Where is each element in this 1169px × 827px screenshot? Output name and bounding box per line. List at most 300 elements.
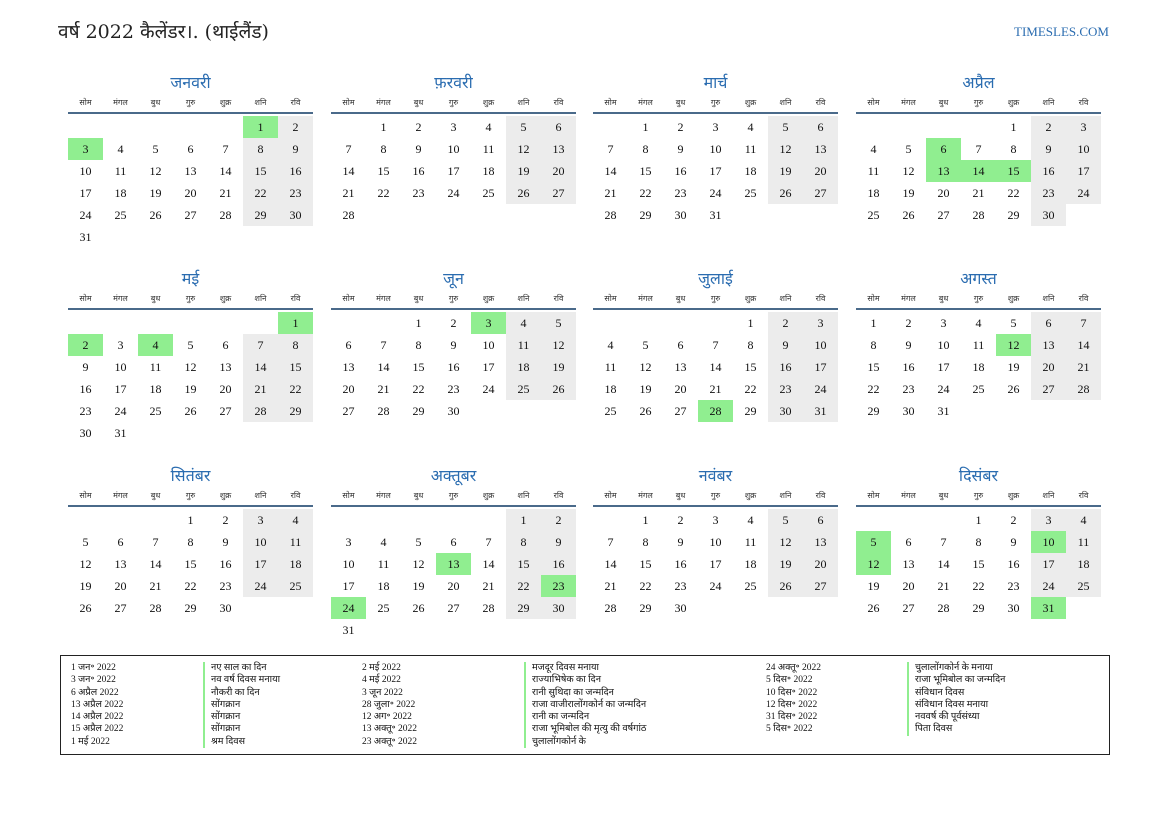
weekday-label: सोम	[604, 491, 617, 500]
day-cell: 15	[278, 356, 313, 378]
empty-cell	[401, 509, 436, 531]
day-cell: 14	[219, 164, 232, 178]
month-name: अप्रैल	[962, 73, 995, 92]
day-cell: 19	[149, 186, 162, 200]
month-name: दिसंबर	[958, 466, 999, 485]
day-cell: 29	[867, 404, 880, 418]
day-grid	[593, 312, 838, 422]
day-cell: 12	[412, 557, 425, 571]
day-cell: 6	[677, 338, 684, 352]
legend-holiday-name: सोंगक्रान	[203, 711, 280, 723]
day-cell: 3	[1031, 509, 1066, 531]
day-cell: 11	[278, 531, 313, 553]
day-cell: 21	[604, 579, 617, 593]
day-cell: 22	[639, 186, 652, 200]
legend-date: 31 दिस॰ 2022	[766, 712, 818, 723]
weekday-label: गुरु	[448, 491, 459, 500]
legend-date: 23 अक्तू॰ 2022	[362, 736, 418, 747]
month-block	[856, 465, 1101, 619]
legend-holiday-name: नए साल का दिन	[203, 662, 280, 674]
day-cell: 20	[803, 553, 838, 575]
weekday-label: बुध	[675, 98, 686, 107]
day-cell: 19	[541, 356, 576, 378]
day-cell: 26	[768, 182, 803, 204]
day-cell: 18	[377, 579, 390, 593]
day-cell: 5	[152, 142, 159, 156]
month-block	[593, 465, 838, 619]
day-cell: 3	[803, 312, 838, 334]
day-cell: 27	[184, 208, 197, 222]
day-cell: 27	[937, 208, 950, 222]
day-cell: 20	[342, 382, 355, 396]
day-cell: 23	[219, 579, 232, 593]
day-cell: 20	[219, 382, 232, 396]
day-cell: 21	[604, 186, 617, 200]
day-cell: 1	[870, 316, 877, 330]
day-cell: 11	[482, 142, 495, 156]
day-cell: 21	[243, 378, 278, 400]
empty-cell	[926, 116, 961, 138]
weekday-label: रवि	[290, 294, 301, 303]
day-cell: 28	[219, 208, 232, 222]
weekday-label: सोम	[867, 294, 880, 303]
weekday-label: मंगल	[376, 98, 391, 107]
day-cell: 6	[222, 338, 229, 352]
day-cell: 26	[79, 601, 92, 615]
day-cell: 2	[905, 316, 912, 330]
day-cell: 14	[604, 164, 617, 178]
legend-date: 4 मई 2022	[362, 675, 401, 686]
legend-holiday-name: राजा भूमिबोल की मृत्यु की वर्षगांठ	[524, 723, 646, 735]
month-name: जनवरी	[170, 73, 211, 92]
weekday-label: शनि	[779, 491, 792, 500]
month-block	[68, 465, 313, 619]
weekday-label: गुरु	[973, 491, 984, 500]
weekday-label: गुरु	[973, 294, 984, 303]
legend-date: 6 अप्रैल 2022	[71, 687, 119, 698]
day-cell: 8	[870, 338, 877, 352]
day-cell: 15	[377, 164, 390, 178]
day-cell: 23	[1031, 182, 1066, 204]
day-cell: 2	[1031, 116, 1066, 138]
day-cell: 5	[415, 535, 422, 549]
day-cell: 18	[149, 382, 162, 396]
day-cell: 16	[278, 160, 313, 182]
holiday-cell: 3	[471, 312, 506, 334]
holiday-cell: 4	[138, 334, 173, 356]
day-cell: 15	[867, 360, 880, 374]
day-cell: 22	[639, 579, 652, 593]
weekday-label: शनि	[1042, 98, 1055, 107]
day-grid	[331, 116, 576, 226]
weekday-label: मंगल	[901, 491, 916, 500]
day-cell: 4	[975, 316, 982, 330]
weekday-header	[68, 96, 313, 114]
day-cell: 13	[674, 360, 687, 374]
empty-cell	[366, 509, 401, 531]
day-cell: 17	[342, 579, 355, 593]
weekday-label: शुक्र	[744, 98, 757, 107]
legend-holiday-name: श्रम दिवस	[203, 736, 280, 748]
day-cell: 9	[1010, 535, 1017, 549]
day-cell: 8	[747, 338, 754, 352]
day-cell: 1	[380, 120, 387, 134]
weekday-label: सोम	[867, 98, 880, 107]
month-block	[593, 72, 838, 226]
day-cell: 17	[114, 382, 127, 396]
day-cell: 10	[1066, 138, 1101, 160]
day-cell: 4	[117, 142, 124, 156]
weekday-label: मंगल	[638, 491, 653, 500]
month-name: जुलाई	[698, 269, 733, 288]
day-cell: 21	[482, 579, 495, 593]
day-cell: 7	[712, 338, 719, 352]
weekday-label: शुक्र	[219, 491, 232, 500]
day-cell: 30	[278, 204, 313, 226]
weekday-label: रवि	[815, 294, 826, 303]
day-cell: 10	[447, 142, 460, 156]
day-cell: 6	[450, 535, 457, 549]
day-cell: 31	[114, 426, 127, 440]
day-cell: 18	[604, 382, 617, 396]
day-cell: 29	[639, 208, 652, 222]
day-grid	[331, 509, 576, 641]
day-cell: 10	[243, 531, 278, 553]
day-cell: 8	[187, 535, 194, 549]
day-cell: 30	[674, 208, 687, 222]
day-cell: 29	[243, 204, 278, 226]
day-cell: 31	[79, 230, 92, 244]
day-cell: 27	[447, 601, 460, 615]
day-cell: 30	[768, 400, 803, 422]
day-cell: 17	[803, 356, 838, 378]
day-cell: 14	[604, 557, 617, 571]
weekday-header	[856, 96, 1101, 114]
empty-cell	[856, 116, 891, 138]
day-cell: 10	[114, 360, 127, 374]
day-cell: 6	[803, 509, 838, 531]
day-cell: 9	[677, 142, 684, 156]
day-cell: 17	[482, 360, 495, 374]
day-cell: 8	[975, 535, 982, 549]
weekday-label: रवि	[553, 294, 564, 303]
day-cell: 23	[278, 182, 313, 204]
empty-cell	[138, 116, 173, 138]
holiday-cell: 31	[1031, 597, 1066, 619]
day-grid	[68, 116, 313, 248]
month-block	[331, 268, 576, 422]
weekday-header	[593, 292, 838, 310]
day-cell: 6	[345, 338, 352, 352]
day-cell: 9	[450, 338, 457, 352]
month-block	[68, 72, 313, 248]
holiday-cell: 3	[68, 138, 103, 160]
weekday-label: बुध	[413, 294, 424, 303]
day-cell: 3	[450, 120, 457, 134]
day-cell: 4	[747, 513, 754, 527]
legend-date: 13 अक्तू॰ 2022	[362, 724, 418, 735]
day-cell: 20	[902, 579, 915, 593]
day-cell: 24	[1066, 182, 1101, 204]
weekday-label: सोम	[342, 98, 355, 107]
weekday-label: मंगल	[376, 491, 391, 500]
weekday-label: बुध	[150, 491, 161, 500]
day-cell: 13	[114, 557, 127, 571]
empty-cell	[138, 312, 173, 334]
weekday-label: शनि	[779, 294, 792, 303]
weekday-label: शनि	[517, 294, 530, 303]
day-cell: 30	[447, 404, 460, 418]
day-cell: 8	[243, 138, 278, 160]
day-cell: 25	[149, 404, 162, 418]
day-cell: 3	[345, 535, 352, 549]
weekday-label: सोम	[604, 294, 617, 303]
empty-cell	[243, 312, 278, 334]
weekday-label: शुक्र	[1007, 98, 1020, 107]
day-cell: 26	[506, 182, 541, 204]
day-cell: 19	[867, 579, 880, 593]
empty-cell	[208, 116, 243, 138]
weekday-label: सोम	[867, 491, 880, 500]
empty-cell	[68, 116, 103, 138]
legend-date: 5 दिस॰ 2022	[766, 675, 813, 686]
day-cell: 7	[940, 535, 947, 549]
day-cell: 15	[972, 557, 985, 571]
day-cell: 18	[1066, 553, 1101, 575]
legend-date: 2 मई 2022	[362, 663, 401, 673]
site-link[interactable]: TIMESLES.COM	[1014, 24, 1109, 39]
day-cell: 22	[243, 182, 278, 204]
legend-holiday-name: नौकरी का दिन	[203, 687, 280, 699]
day-cell: 16	[447, 360, 460, 374]
empty-cell	[68, 312, 103, 334]
day-cell: 29	[412, 404, 425, 418]
holiday-cell: 13	[926, 160, 961, 182]
day-cell: 15	[243, 160, 278, 182]
day-cell: 13	[803, 138, 838, 160]
day-cell: 13	[902, 557, 915, 571]
day-cell: 8	[278, 334, 313, 356]
weekday-label: सोम	[79, 294, 92, 303]
empty-cell	[891, 509, 926, 531]
weekday-label: रवि	[290, 98, 301, 107]
day-cell: 3	[243, 509, 278, 531]
day-cell: 7	[222, 142, 229, 156]
day-cell: 16	[541, 553, 576, 575]
weekday-label: मंगल	[376, 294, 391, 303]
day-cell: 8	[642, 535, 649, 549]
day-cell: 12	[639, 360, 652, 374]
day-cell: 22	[744, 382, 757, 396]
day-cell: 7	[485, 535, 492, 549]
day-cell: 9	[541, 531, 576, 553]
day-cell: 14	[482, 557, 495, 571]
weekday-label: रवि	[1078, 98, 1089, 107]
day-cell: 17	[709, 164, 722, 178]
day-cell: 7	[152, 535, 159, 549]
day-cell: 6	[117, 535, 124, 549]
holiday-cell: 14	[961, 160, 996, 182]
empty-cell	[628, 312, 663, 334]
day-cell: 24	[79, 208, 92, 222]
page-title: वर्ष 2022 कैलेंडर।. (थाईलैंड)	[58, 21, 269, 43]
legend-holiday-name: राजा भूमिबोल का जन्मदिन	[907, 674, 1005, 686]
day-cell: 30	[219, 601, 232, 615]
weekday-header	[331, 489, 576, 507]
month-block	[856, 268, 1101, 422]
day-cell: 29	[744, 404, 757, 418]
day-cell: 18	[972, 360, 985, 374]
day-cell: 19	[768, 553, 803, 575]
day-cell: 7	[607, 142, 614, 156]
day-cell: 16	[79, 382, 92, 396]
day-cell: 7	[1066, 312, 1101, 334]
day-cell: 9	[82, 360, 89, 374]
legend-name-column	[203, 662, 280, 748]
day-cell: 6	[803, 116, 838, 138]
holiday-cell: 1	[243, 116, 278, 138]
day-cell: 12	[768, 138, 803, 160]
legend-date: 28 जुला॰ 2022	[362, 699, 416, 710]
weekday-label: गुरु	[185, 98, 196, 107]
empty-cell	[173, 312, 208, 334]
weekday-label: शनि	[254, 294, 267, 303]
day-cell: 14	[709, 360, 722, 374]
day-cell: 10	[709, 535, 722, 549]
day-cell: 18	[506, 356, 541, 378]
day-cell: 30	[79, 426, 92, 440]
day-cell: 13	[184, 164, 197, 178]
weekday-label: बुध	[675, 491, 686, 500]
day-cell: 31	[937, 404, 950, 418]
holiday-cell: 23	[541, 575, 576, 597]
weekday-label: मंगल	[113, 98, 128, 107]
empty-cell	[331, 509, 366, 531]
weekday-header	[856, 292, 1101, 310]
day-grid	[593, 116, 838, 226]
day-cell: 26	[902, 208, 915, 222]
day-cell: 22	[506, 575, 541, 597]
day-cell: 15	[639, 164, 652, 178]
day-cell: 5	[187, 338, 194, 352]
day-cell: 18	[114, 186, 127, 200]
legend-date: 10 दिस॰ 2022	[766, 687, 818, 698]
weekday-label: रवि	[553, 491, 564, 500]
weekday-header	[331, 292, 576, 310]
day-cell: 24	[937, 382, 950, 396]
day-cell: 27	[342, 404, 355, 418]
legend-holiday-name: चुलालोंगकोर्न के मनाया	[907, 662, 1005, 674]
weekday-label: मंगल	[113, 294, 128, 303]
empty-cell	[891, 116, 926, 138]
empty-cell	[961, 116, 996, 138]
day-cell: 26	[768, 575, 803, 597]
weekday-label: सोम	[604, 98, 617, 107]
day-cell: 11	[506, 334, 541, 356]
legend-date: 1 जन॰ 2022	[71, 663, 116, 673]
day-cell: 17	[1031, 553, 1066, 575]
day-cell: 27	[1031, 378, 1066, 400]
day-cell: 13	[541, 138, 576, 160]
legend-holiday-name: संविधान दिवस मनाया	[907, 699, 1005, 711]
day-cell: 5	[541, 312, 576, 334]
empty-cell	[471, 509, 506, 531]
day-cell: 17	[1066, 160, 1101, 182]
day-cell: 6	[187, 142, 194, 156]
day-cell: 5	[642, 338, 649, 352]
holiday-legend	[60, 655, 1110, 755]
day-cell: 27	[114, 601, 127, 615]
day-cell: 10	[482, 338, 495, 352]
day-cell: 31	[803, 400, 838, 422]
day-cell: 5	[905, 142, 912, 156]
day-cell: 23	[902, 382, 915, 396]
month-name: अगस्त	[960, 269, 997, 288]
legend-holiday-name: संविधान दिवस	[907, 687, 1005, 699]
weekday-label: मंगल	[638, 294, 653, 303]
day-cell: 4	[747, 120, 754, 134]
legend-date: 14 अप्रैल 2022	[71, 712, 124, 723]
day-cell: 9	[905, 338, 912, 352]
weekday-header	[331, 96, 576, 114]
day-cell: 19	[506, 160, 541, 182]
day-cell: 27	[674, 404, 687, 418]
day-cell: 4	[506, 312, 541, 334]
day-cell: 6	[1031, 312, 1066, 334]
day-cell: 30	[541, 597, 576, 619]
day-cell: 18	[744, 557, 757, 571]
day-grid	[331, 312, 576, 422]
weekday-label: गुरु	[185, 491, 196, 500]
legend-holiday-name: नव वर्ष दिवस मनाया	[203, 674, 280, 686]
day-cell: 9	[222, 535, 229, 549]
day-cell: 23	[674, 579, 687, 593]
day-cell: 4	[278, 509, 313, 531]
day-cell: 1	[506, 509, 541, 531]
day-cell: 8	[506, 531, 541, 553]
day-cell: 4	[870, 142, 877, 156]
legend-date-column	[362, 662, 417, 748]
day-cell: 25	[1066, 575, 1101, 597]
day-cell: 24	[114, 404, 127, 418]
weekday-label: सोम	[342, 491, 355, 500]
month-block	[856, 72, 1101, 226]
weekday-header	[593, 96, 838, 114]
day-cell: 20	[803, 160, 838, 182]
day-cell: 23	[412, 186, 425, 200]
day-cell: 11	[604, 360, 617, 374]
day-cell: 21	[342, 186, 355, 200]
holiday-cell: 6	[926, 138, 961, 160]
day-cell: 7	[975, 142, 982, 156]
day-cell: 29	[972, 601, 985, 615]
empty-cell	[436, 509, 471, 531]
weekday-label: शनि	[1042, 294, 1055, 303]
day-cell: 12	[79, 557, 92, 571]
weekday-label: बुध	[413, 98, 424, 107]
month-block	[331, 465, 576, 641]
holiday-cell: 5	[856, 531, 891, 553]
day-cell: 20	[1031, 356, 1066, 378]
weekday-label: बुध	[413, 491, 424, 500]
holiday-cell: 10	[1031, 531, 1066, 553]
day-cell: 17	[79, 186, 92, 200]
day-cell: 31	[342, 623, 355, 637]
day-cell: 15	[639, 557, 652, 571]
weekday-label: शुक्र	[219, 98, 232, 107]
day-cell: 27	[902, 601, 915, 615]
day-cell: 8	[380, 142, 387, 156]
